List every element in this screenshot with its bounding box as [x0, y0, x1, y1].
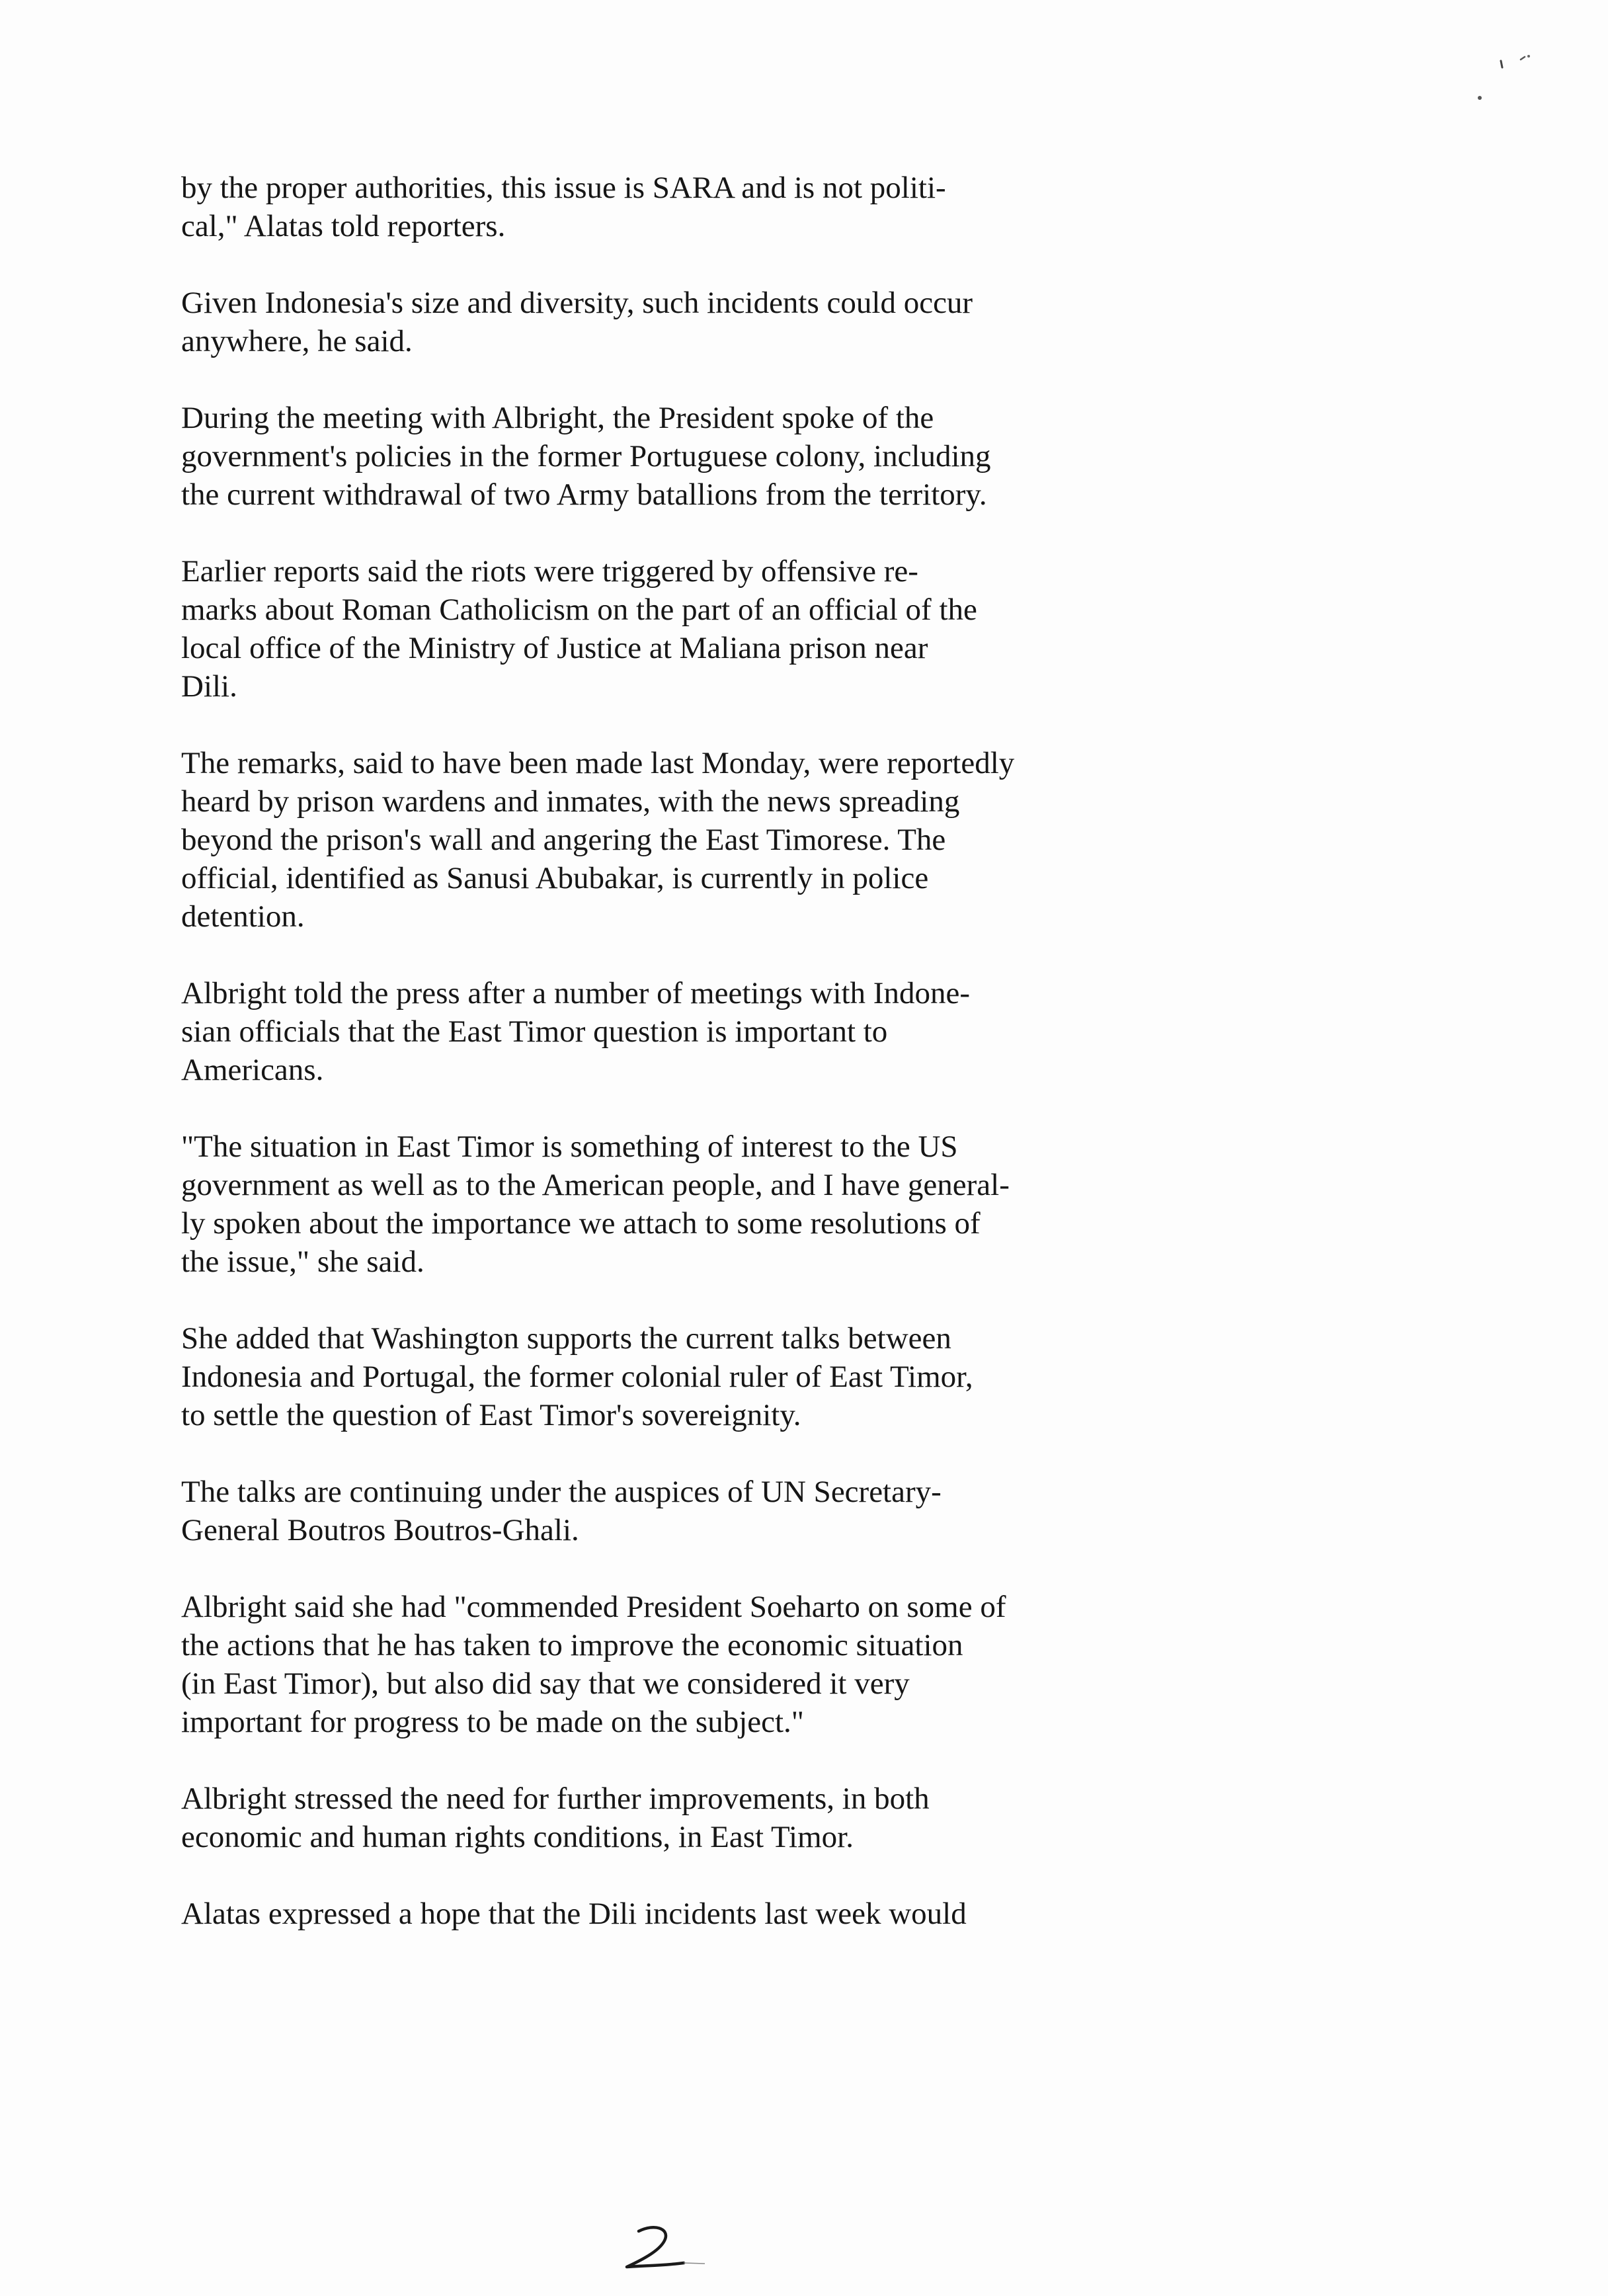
text-line: (in East Timor), but also did say that we considered it very [181, 1666, 910, 1701]
paragraph [181, 1473, 1345, 1549]
text-line: Albright said she had "commended President Soeharto on some of [181, 1590, 1006, 1624]
text-line: Americans. [181, 1053, 324, 1087]
scan-speck-marks [1455, 46, 1560, 119]
paragraph [181, 1319, 1345, 1434]
text-line: anywhere, he said. [181, 324, 413, 358]
handwritten-page-number [615, 2222, 707, 2275]
text-line: official, identified as Sanusi Abubakar, is currently in police [181, 861, 929, 895]
paragraph [181, 552, 1345, 706]
text-line: to settle the question of East Timor's sovereignity. [181, 1398, 801, 1432]
article-body [181, 169, 1345, 1971]
text-line: beyond the prison's wall and angering the East Timorese. The [181, 823, 946, 857]
text-line: Earlier reports said the riots were triggered by offensive re- [181, 554, 918, 589]
paragraph [181, 1895, 1345, 1933]
text-line: "The situation in East Timor is something of interest to the US [181, 1129, 958, 1164]
text-line: detention. [181, 899, 305, 934]
text-line: Albright stressed the need for further improvements, in both [181, 1782, 930, 1816]
text-line: the issue," she said. [181, 1245, 424, 1279]
text-line: local office of the Ministry of Justice at Maliana prison near [181, 631, 928, 665]
text-line: cal," Alatas told reporters. [181, 209, 506, 243]
text-line: Alatas expressed a hope that the Dili incidents last week would [181, 1897, 967, 1931]
text-line: by the proper authorities, this issue is SARA and is not politi- [181, 171, 946, 205]
paragraph [181, 399, 1345, 514]
text-line: heard by prison wardens and inmates, with the news spreading [181, 784, 960, 819]
text-line: The talks are continuing under the auspices of UN Secretary- [181, 1475, 942, 1509]
text-line: government as well as to the American people, and I have general- [181, 1168, 1010, 1202]
text-line: economic and human rights conditions, in East Timor. [181, 1820, 854, 1854]
text-line: The remarks, said to have been made last Monday, were reportedly [181, 746, 1015, 780]
paragraph [181, 1780, 1345, 1856]
paragraph [181, 744, 1345, 936]
text-line: sian officials that the East Timor question is important to [181, 1014, 888, 1049]
text-line: She added that Washington supports the current talks between [181, 1321, 951, 1356]
text-line: General Boutros Boutros-Ghali. [181, 1513, 579, 1547]
paragraph [181, 1128, 1345, 1281]
text-line: Indonesia and Portugal, the former colonial ruler of East Timor, [181, 1360, 973, 1394]
text-line: government's policies in the former Portuguese colony, including [181, 439, 991, 473]
text-line: the current withdrawal of two Army batallions from the territory. [181, 477, 987, 512]
text-line: Dili. [181, 669, 237, 704]
paragraph [181, 1588, 1345, 1741]
text-line: important for progress to be made on the subject." [181, 1705, 804, 1739]
text-line: Given Indonesia's size and diversity, such incidents could occur [181, 286, 973, 320]
text-line: marks about Roman Catholicism on the part of an official of the [181, 593, 977, 627]
text-line: the actions that he has taken to improve the economic situation [181, 1628, 963, 1662]
text-line: ly spoken about the importance we attach to some resolutions of [181, 1206, 981, 1241]
text-line: Albright told the press after a number of meetings with Indone- [181, 976, 970, 1010]
paragraph [181, 284, 1345, 360]
paragraph [181, 974, 1345, 1089]
text-line: During the meeting with Albright, the President spoke of the [181, 401, 934, 435]
paragraph [181, 169, 1345, 245]
